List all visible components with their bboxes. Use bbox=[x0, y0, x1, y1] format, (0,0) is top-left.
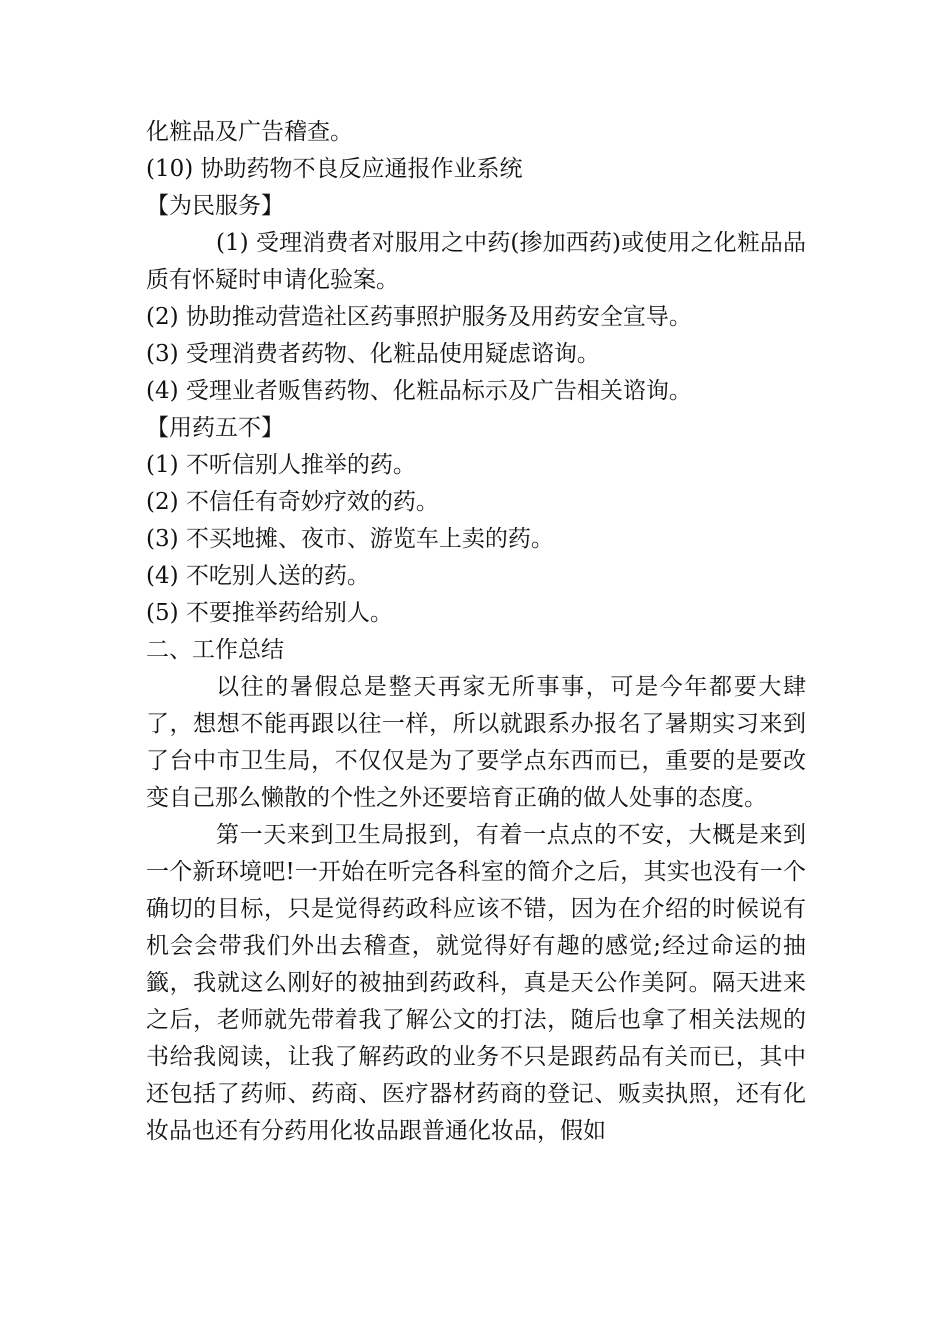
rule-item-2: (2) 不信任有奇妙疗效的药。 bbox=[146, 489, 439, 515]
summary-paragraph-1: 以往的暑假总是整天再家无所事事，可是今年都要大肆了，想想不能再跟以往一样，所以就跟系办报名了暑期实习来到了台中市卫生局，不仅仅是为了要学点东西而已，重要的是要改变自己那么懒散的个性之外还要培育正确的做人处事的态度。 bbox=[146, 674, 806, 811]
list-item-10: (10) 协助药物不良反应通报作业系统 bbox=[146, 156, 523, 182]
section-heading-public-service: 【为民服务】 bbox=[146, 193, 284, 219]
list-item-3: (3) 受理消费者药物、化粧品使用疑虑谘询。 bbox=[146, 341, 600, 367]
paragraph-continuation: 化粧品及广告稽查。 bbox=[146, 119, 353, 145]
summary-paragraph-2: 第一天来到卫生局报到，有着一点点的不安，大概是来到一个新环境吧!一开始在听完各科室的简介之后，其实也没有一个确切的目标，只是觉得药政科应该不错，因为在介绍的时候说有机会会带我们外出去稽查，就觉得好有趣的感觉;经过命运的抽籤，我就这么刚好的被抽到药政科，真是天公作美阿。隔天进来之后，老师就先带着我了解公文的打法，随后也拿了相关法规的书给我阅读，让我了解药政的业务不只是跟药品有关而已，其中还包括了药师、药商、医疗器材药商的登记、贩卖执照，还有化妆品也还有分药用化妆品跟普通化妆品，假如 bbox=[146, 822, 806, 1144]
rule-item-3: (3) 不买地摊、夜市、游览车上卖的药。 bbox=[146, 526, 554, 552]
rule-item-5: (5) 不要推举药给别人。 bbox=[146, 600, 393, 626]
list-item-4: (4) 受理业者贩售药物、化粧品标示及广告相关谘询。 bbox=[146, 378, 692, 404]
document-body bbox=[146, 114, 806, 1150]
list-item-2: (2) 协助推动营造社区药事照护服务及用药安全宣导。 bbox=[146, 304, 692, 330]
section-heading-medication-rules: 【用药五不】 bbox=[146, 415, 284, 441]
rule-item-1: (1) 不听信别人推举的药。 bbox=[146, 452, 416, 478]
list-item-1: (1) 受理消费者对服用之中药(掺加西药)或使用之化粧品品质有怀疑时申请化验案。 bbox=[146, 230, 806, 293]
section-heading-work-summary: 二、工作总结 bbox=[146, 637, 284, 663]
rule-item-4: (4) 不吃别人送的药。 bbox=[146, 563, 370, 589]
